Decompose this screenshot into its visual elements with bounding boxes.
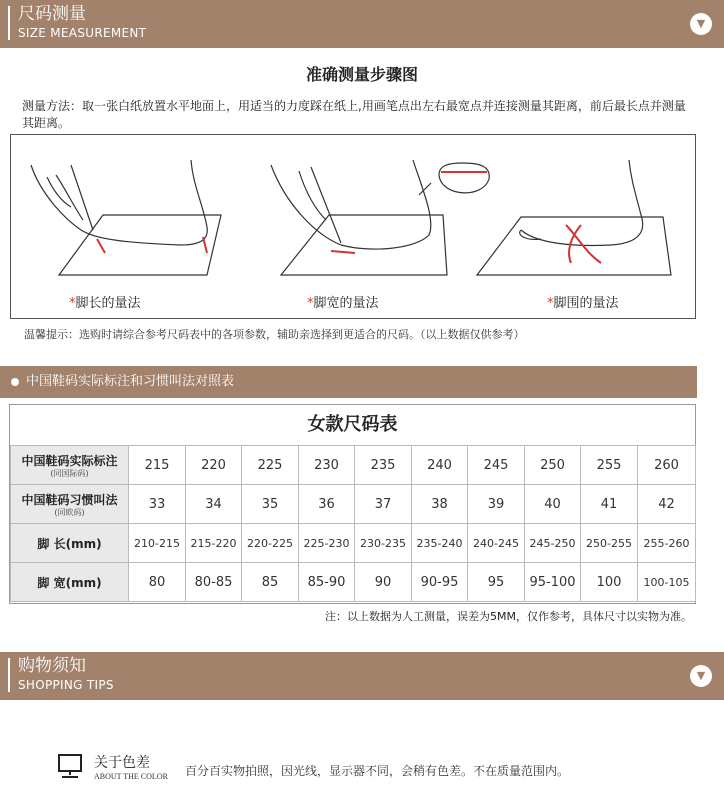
chevron-down-icon[interactable]: ▼ <box>690 13 712 35</box>
bullet-icon <box>11 378 19 386</box>
size-cell: 39 <box>468 485 525 524</box>
size-cell: 100 <box>581 563 638 602</box>
about-color-title: 关于色差 <box>94 755 150 771</box>
size-cell: 245-250 <box>525 524 581 563</box>
steps-title: 准确测量步骤图 <box>305 65 418 84</box>
size-cell: 80 <box>129 563 186 602</box>
section-title-zh: 尺码测量 <box>18 4 86 24</box>
size-cell: 235 <box>355 446 412 485</box>
about-color-subtitle: ABOUT THE COLOR <box>94 772 168 781</box>
size-cell: 95-100 <box>525 563 581 602</box>
row-header: 脚 长(mm) <box>11 524 129 563</box>
size-cell: 95 <box>468 563 525 602</box>
size-cell: 220-225 <box>242 524 299 563</box>
header-divider <box>8 6 10 40</box>
size-cell: 240-245 <box>468 524 525 563</box>
size-cell: 38 <box>412 485 468 524</box>
foot-measurement-drawing-icon <box>11 135 697 285</box>
comparison-bar-label: 中国鞋码实际标注和习惯叫法对照表 <box>26 374 235 389</box>
size-cell: 255 <box>581 446 638 485</box>
table-row <box>11 563 696 602</box>
size-table <box>10 445 696 602</box>
size-note: 注：以上数据为人工测量，误差为5MM，仅作参考，具体尺寸以实物为准。 <box>325 610 692 623</box>
size-cell: 85-90 <box>299 563 355 602</box>
size-cell: 225 <box>242 446 299 485</box>
size-cell: 215-220 <box>186 524 242 563</box>
size-cell: 250 <box>525 446 581 485</box>
size-chart <box>9 404 696 604</box>
size-cell: 230 <box>299 446 355 485</box>
size-cell: 260 <box>638 446 696 485</box>
size-comparison-bar <box>0 366 697 398</box>
size-cell: 225-230 <box>299 524 355 563</box>
warm-tip: 温馨提示：选购时请综合参考尺码表中的各项参数，辅助亲选择到更适合的尺码。（以上数据仅供参考） <box>24 328 525 341</box>
size-cell: 36 <box>299 485 355 524</box>
section-title-zh: 购物须知 <box>18 656 86 676</box>
monitor-icon <box>56 752 84 780</box>
size-cell: 240 <box>412 446 468 485</box>
size-cell: 230-235 <box>355 524 412 563</box>
size-cell: 40 <box>525 485 581 524</box>
row-header: 脚 宽(mm) <box>11 563 129 602</box>
size-cell: 90-95 <box>412 563 468 602</box>
size-cell: 245 <box>468 446 525 485</box>
size-cell: 90 <box>355 563 412 602</box>
size-cell: 41 <box>581 485 638 524</box>
table-row <box>11 524 696 563</box>
size-cell: 220 <box>186 446 242 485</box>
row-header: 中国鞋码实际标注 (同国际码) <box>11 446 129 485</box>
chevron-down-icon[interactable]: ▼ <box>690 665 712 687</box>
table-row <box>11 485 696 524</box>
size-cell: 42 <box>638 485 696 524</box>
size-cell: 34 <box>186 485 242 524</box>
measure-method-text: 测量方法：取一张白纸放置水平地面上，用适当的力度踩在纸上,用画笔点出左右最宽点并连接测量其距离，前后最长点并测量其距离。 <box>22 99 686 130</box>
section-title-en: SIZE MEASUREMENT <box>18 26 147 40</box>
size-cell: 100-105 <box>638 563 696 602</box>
caption-foot-girth: *脚围的量法 <box>547 296 619 311</box>
size-cell: 235-240 <box>412 524 468 563</box>
shopping-tips-header <box>0 652 724 700</box>
table-row <box>11 446 696 485</box>
size-cell: 80-85 <box>186 563 242 602</box>
header-divider <box>8 658 10 692</box>
size-cell: 250-255 <box>581 524 638 563</box>
size-cell: 37 <box>355 485 412 524</box>
size-measurement-header <box>0 0 724 48</box>
row-header: 中国鞋码习惯叫法 (同欧码) <box>11 485 129 524</box>
size-chart-title: 女款尺码表 <box>307 414 398 435</box>
measurement-illustrations <box>10 134 696 319</box>
size-cell: 33 <box>129 485 186 524</box>
size-cell: 210-215 <box>129 524 186 563</box>
size-cell: 35 <box>242 485 299 524</box>
size-cell: 85 <box>242 563 299 602</box>
caption-foot-length: *脚长的量法 <box>69 296 141 311</box>
caption-foot-width: *脚宽的量法 <box>307 296 379 311</box>
about-color-text: 百分百实物拍照，因光线，显示器不同，会稍有色差。不在质量范围内。 <box>185 764 570 778</box>
section-title-en: SHOPPING TIPS <box>18 678 114 692</box>
size-cell: 215 <box>129 446 186 485</box>
size-cell: 255-260 <box>638 524 696 563</box>
